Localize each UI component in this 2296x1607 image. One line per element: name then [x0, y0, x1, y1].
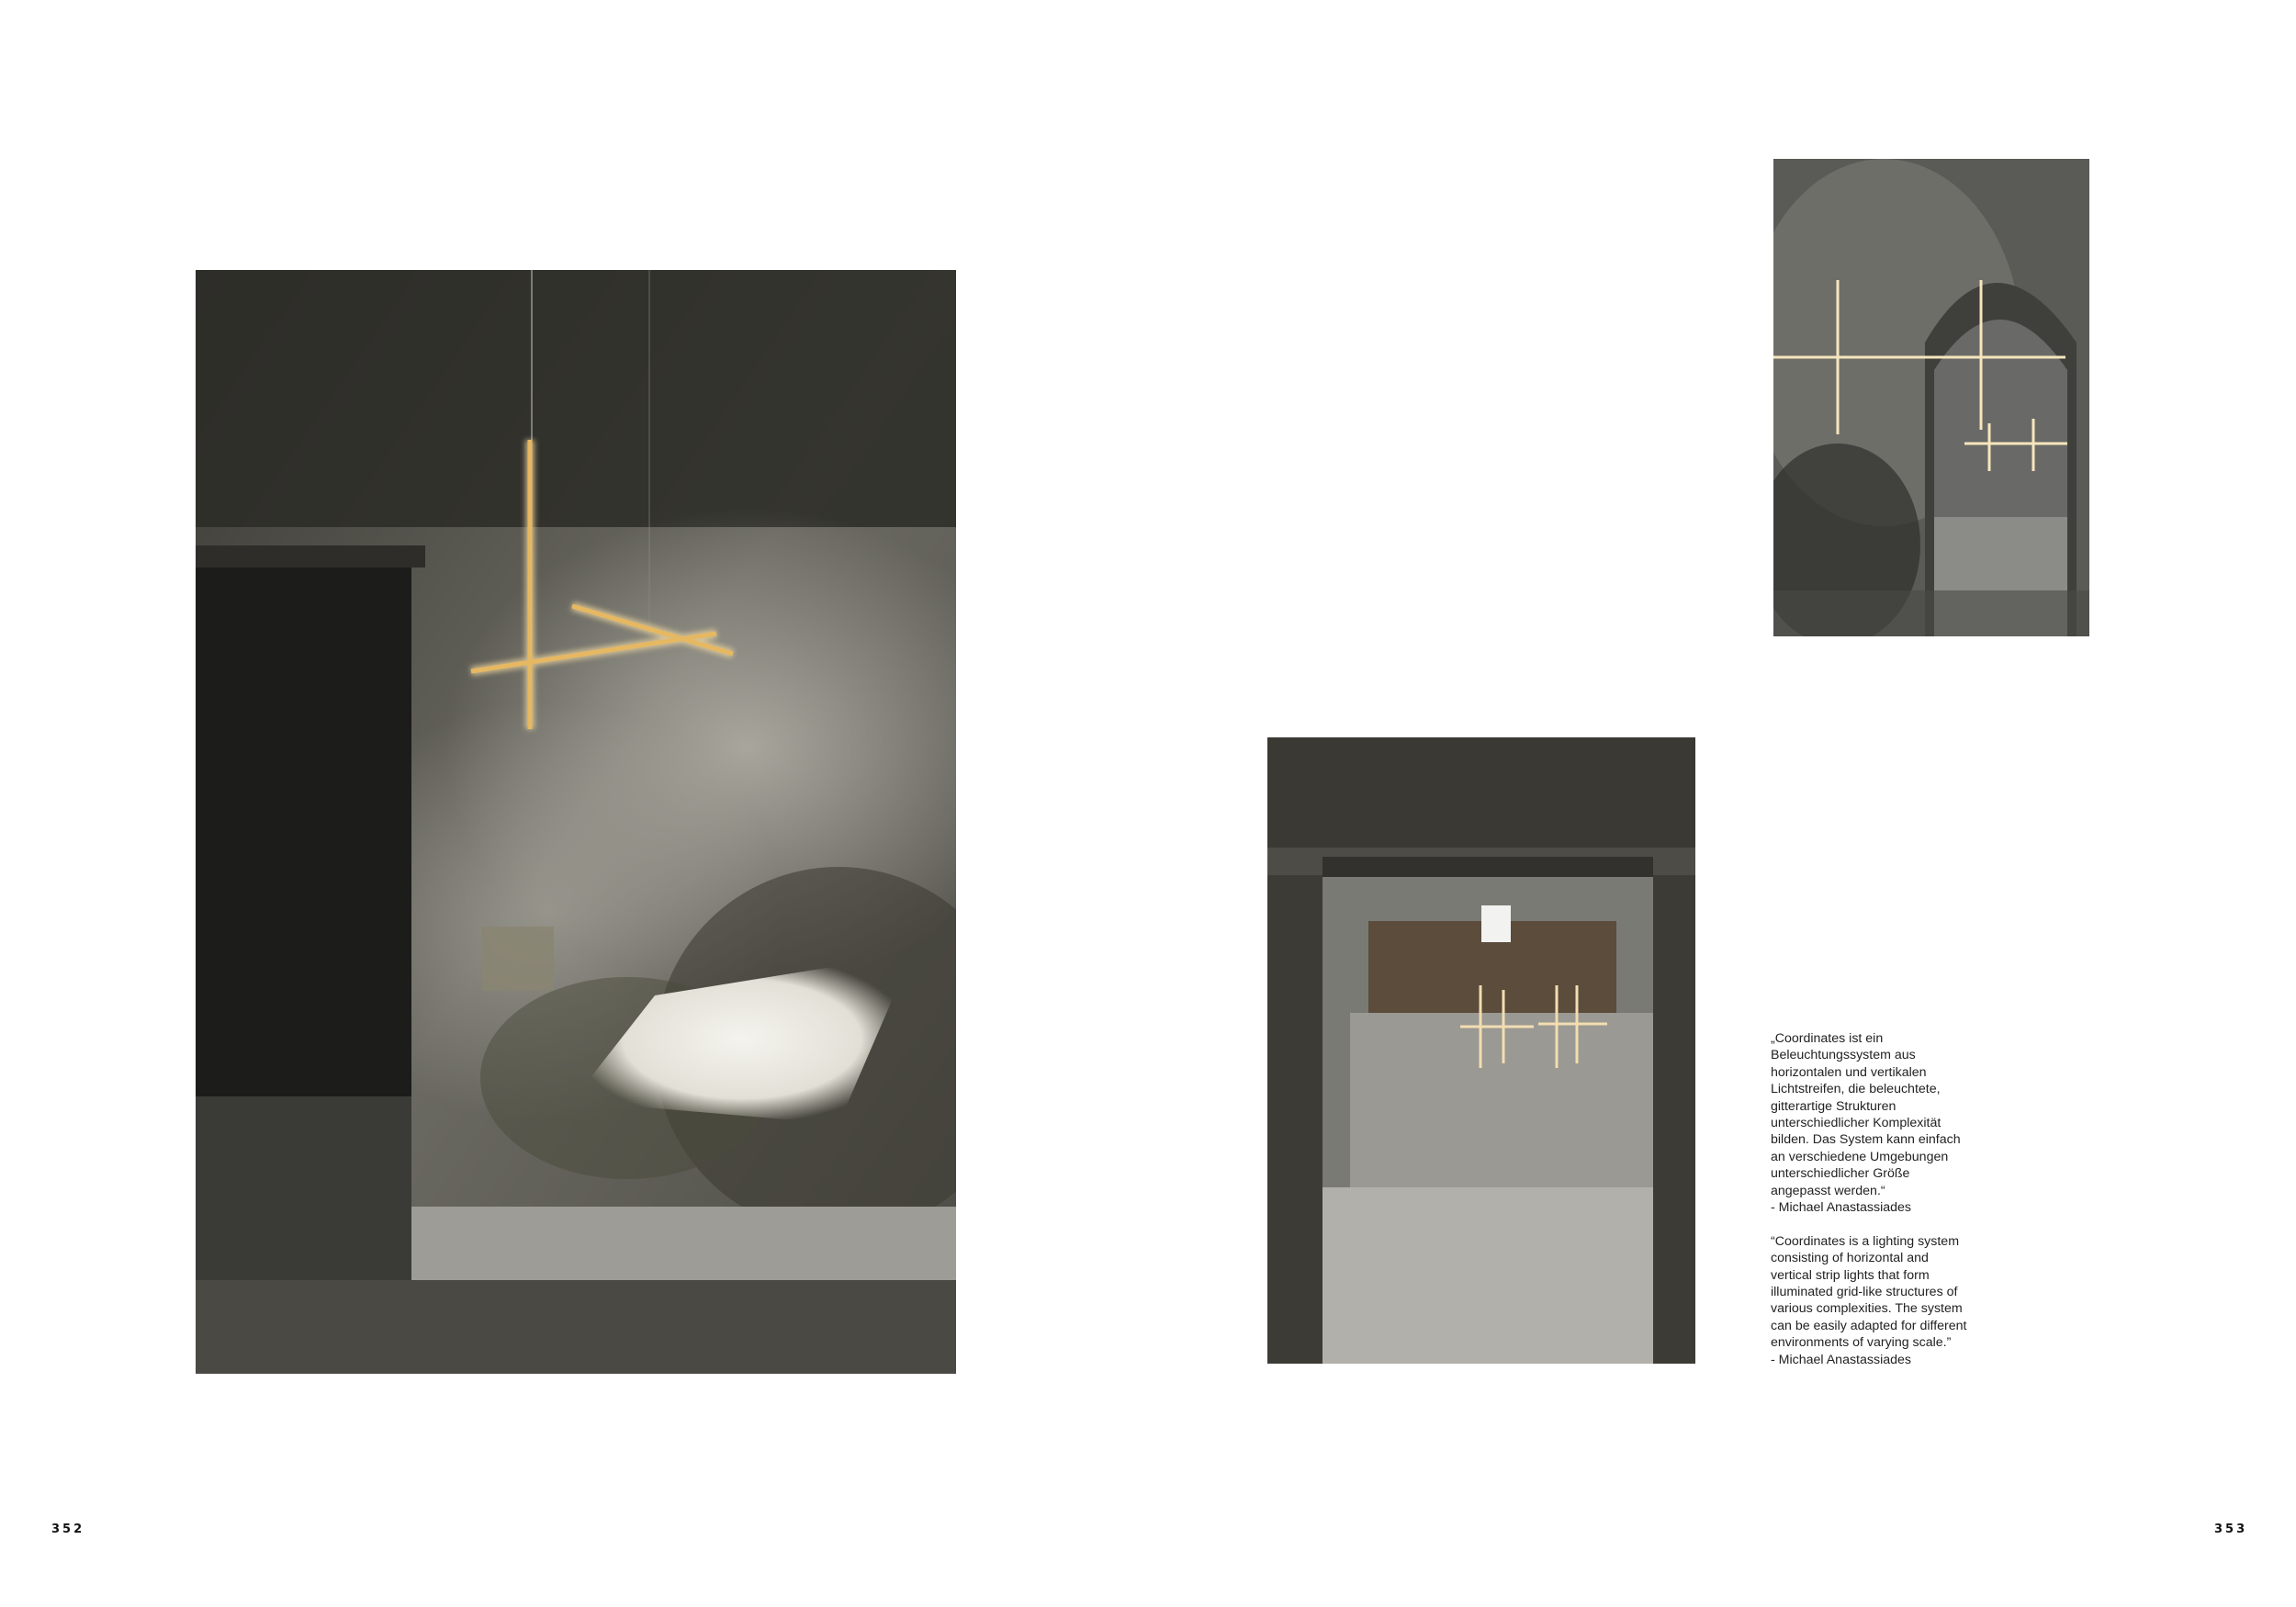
page-number-left: 352 [51, 1523, 85, 1536]
photo-derelict-hall-image [1267, 737, 1695, 1364]
photo-pendant-wall-image [196, 270, 956, 1374]
caption-german-quote: „Coordinates ist ein Beleuchtungssystem aus horizontalen und vertikalen Lichtstreifen, die beleuchtete, gitterartige Strukturen unterschiedlicher Komplexität bilden. Das System kann einfach an verschiedene Umgebungen unterschiedlicher Größe angepasst werden.“ [1771, 1031, 1961, 1198]
caption-spacer [1771, 1216, 2009, 1232]
photo-arched-hall-image [1773, 159, 2089, 636]
caption-english-quote: “Coordinates is a lighting system consisting of horizontal and vertical strip lights that form illuminated grid-like structures of various complexities. The system can be easily adapted for different environments of varying scale.” [1771, 1233, 1967, 1351]
caption-quote [1771, 1030, 2009, 1368]
page-number-right: 353 [2214, 1523, 2248, 1536]
caption-german-author: - Michael Anastassiades [1771, 1200, 1911, 1216]
photo-arched-hall [1773, 159, 2089, 636]
photo-derelict-hall [1267, 737, 1695, 1364]
caption-english-author: - Michael Anastassiades [1771, 1352, 1911, 1367]
photo-pendant-wall [196, 270, 956, 1374]
